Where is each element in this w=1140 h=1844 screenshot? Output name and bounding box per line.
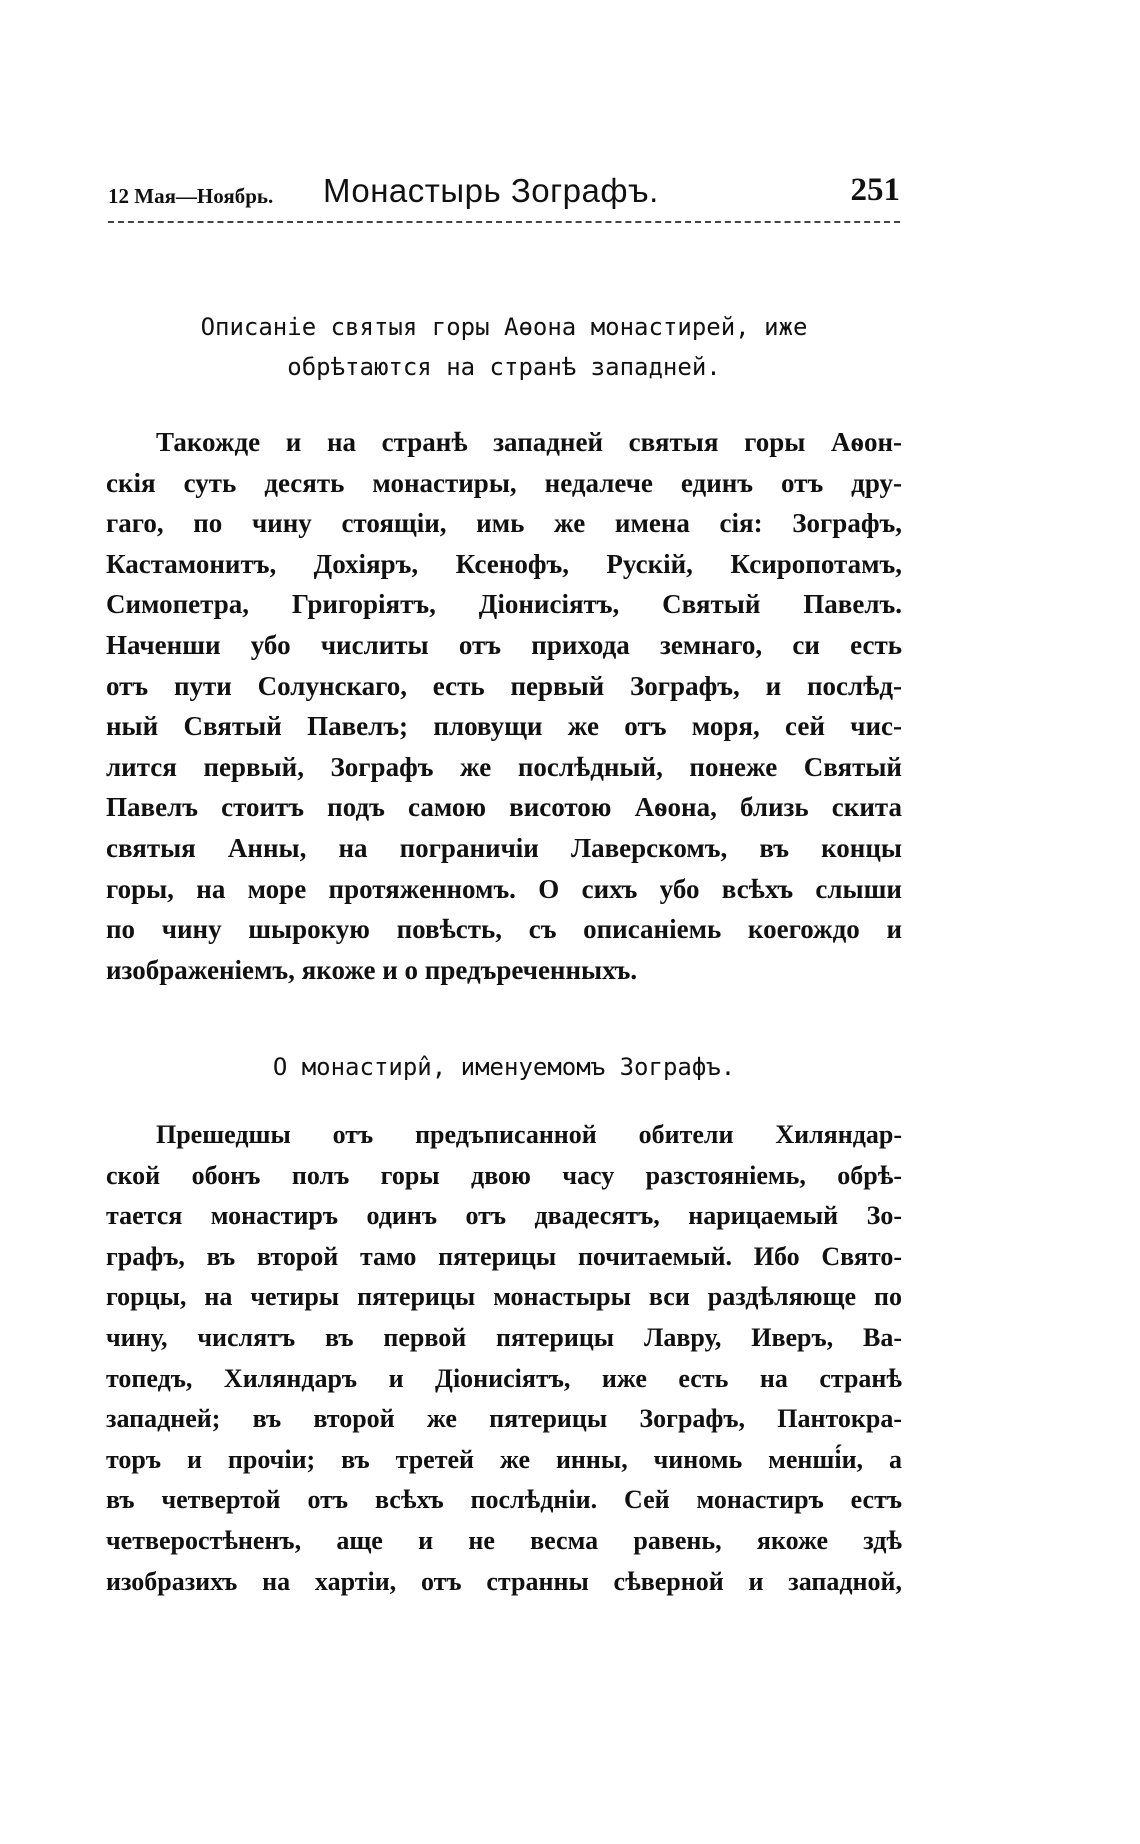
text-line: чину, числятъ въ первой пятерицы Лавру, Иверъ, Ва- [106, 1322, 902, 1352]
running-head [108, 172, 900, 222]
text-line: горы, на море протяженномъ. О сихъ убо всѣхъ слыши [106, 873, 902, 904]
section-heading-1 [106, 307, 902, 387]
paragraph-1 [106, 422, 902, 990]
text-line: святыя Анны, на пограничіи Лаверскомъ, въ концы [106, 832, 902, 863]
text-line: Такожде и на странѣ западней святыя горы Аѳон- [156, 427, 902, 457]
running-head-date: 12 Мая—Ноябрь. [108, 184, 274, 208]
text-line: въ четвертой отъ всѣхъ послѣдніи. Сей монастиръ естъ [106, 1485, 902, 1515]
text-line: тается монастиръ одинъ отъ двадесятъ, нарицаемый Зо- [106, 1201, 902, 1231]
heading-line: Описаніе святыя горы Аѳона монастирей, иже [200, 313, 808, 341]
text-line: скія суть десять монастиры, недалече единъ отъ дру- [106, 467, 902, 498]
text-line: западней; въ второй же пятерицы Зографъ, Пантокра- [106, 1404, 902, 1434]
text-line: четверостѣненъ, аще и не весма равень, якоже здѣ [106, 1525, 902, 1555]
text-line: ный Святый Павелъ; пловущи же отъ моря, сей чис- [106, 711, 902, 742]
text-line: торъ и прочіи; въ третей же инны, чиномь менші́и, а [106, 1444, 902, 1474]
text-line: по чину шырокую повѣсть, съ описаніемь коегождо и [106, 914, 902, 945]
text-line: топедъ, Хиляндаръ и Діонисіятъ, иже есть на странѣ [106, 1363, 902, 1393]
paragraph-2 [106, 1115, 902, 1602]
text-line: изобразихъ на хартіи, отъ странны сѣверной и западной, [106, 1566, 902, 1596]
page-number: 251 [850, 172, 900, 208]
text-line: Кастамонитъ, Дохіяръ, Ксенофъ, Рускій, Ксиропотамъ, [106, 548, 902, 579]
text-line: гаго, по чину стоящіи, имь же имена сія: Зографъ, [106, 508, 902, 539]
text-line: Симопетра, Григоріятъ, Діонисіятъ, Святый Павелъ. [106, 589, 902, 620]
text-line: графъ, въ второй тамо пятерицы почитаемый. Ибо Свято- [106, 1241, 902, 1271]
header-rule [108, 221, 900, 223]
heading-line: обрѣтаются на странѣ западней. [287, 353, 721, 381]
running-head-title: Монастырь Зографъ. [323, 172, 659, 209]
text-line: горцы, на четиры пятерицы монастыры вси раздѣляюще по [106, 1282, 902, 1312]
text-line: отъ пути Солунскаго, есть первый Зографъ, и послѣд- [106, 670, 902, 701]
text-line: ской обонъ полъ горы двою часу разстояніемь, обрѣ- [106, 1160, 902, 1190]
text-line: изображеніемъ, якоже и о предъреченныхъ. [106, 954, 638, 985]
text-line: Прешедшы отъ предъписанной обители Хиляндар- [156, 1120, 902, 1149]
text-line: Павелъ стоитъ подъ самою висотою Аѳона, близь скита [106, 792, 902, 823]
text-line: лится первый, Зографъ же послѣдный, понеже Святый [106, 751, 902, 782]
text-line: Наченши убо числиты отъ прихода земнаго, си есть [106, 629, 902, 660]
section-heading-2: О монастири̂, именуемомъ Зографъ. [272, 1053, 736, 1081]
